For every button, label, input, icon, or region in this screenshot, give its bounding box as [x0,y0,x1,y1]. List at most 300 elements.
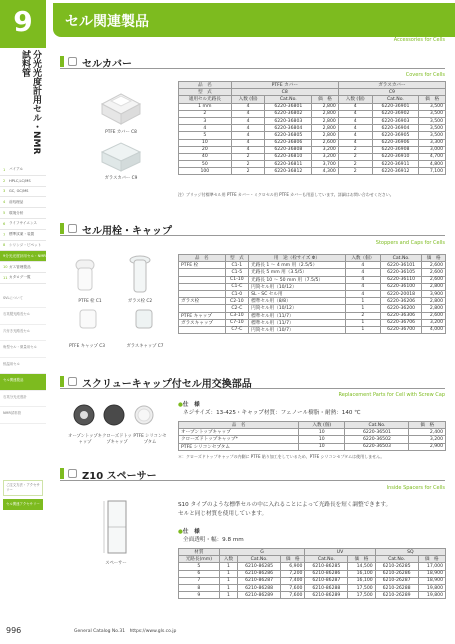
section-title: Z10 スペーサー [82,471,157,482]
table-cell: 6220-36801 [265,103,312,110]
page-title-en: Accessories for Cells [393,37,445,43]
table-row [179,319,446,326]
table-cell: 6220-36808 [265,146,312,153]
table-cell: 7 [179,577,220,584]
table-cell: C2-C [225,305,249,312]
table-cell: 1 [219,570,237,577]
table-header: Cat.No. [265,96,312,103]
spacer-desc-1: S10 タイプのような標準セルの中に入れることによって光路長を短く調整できます。 [178,502,392,508]
table-row [179,132,446,139]
table-cell: 6210-86286 [305,570,348,577]
table-cell: 2,600 [422,269,446,276]
table-row [179,262,446,269]
table-cell: 6210-26286 [375,570,418,577]
sidebar-item-number: 6 [3,221,6,226]
table-cell: 6220-36905 [372,132,419,139]
table-cell: 7,400 [281,577,305,584]
table-cell: 6210-86289 [305,592,348,599]
sidebar-item-number: 1 [3,167,6,172]
table-cell: PTFE 栓 [179,262,226,269]
table-cell: 3,700 [312,161,339,168]
sidebar-item-2[interactable] [0,176,46,187]
sidebar-item-label: GC, GC/MS [9,189,29,194]
glass-cover-image [96,138,146,176]
stopper-images [64,248,174,333]
sidebar-item-number: 4 [3,200,6,205]
table-cell: 17,500 [348,584,375,591]
table-cell [179,269,226,276]
table-cell: 40 [179,153,232,160]
sidebar-item-number: 5 [3,211,6,216]
table-cell: 6220-36503 [345,443,409,450]
table-cell: 円筒セル用（10/12） [249,283,346,290]
table-cell: C2-10 [225,298,249,305]
table-cell: 6210-26287 [375,577,418,584]
sidebar-item-10[interactable] [0,262,46,273]
table-cell: 6220-36811 [265,161,312,168]
sidebar-item-label: カタログ一覧 [9,275,31,280]
screwcap-table [178,421,446,451]
table-cell: 2,800 [312,110,339,117]
table-cell: 100 [179,168,232,175]
table-row [179,577,446,584]
table-header: 品 名 [179,82,232,89]
spacer-desc-2: セルと同じ材質を使用しています。 [178,511,268,517]
table-cell: 4 [345,262,380,269]
table-cell: 6220-36802 [265,110,312,117]
sidebar-item-11[interactable] [0,273,46,284]
table-row [179,429,446,436]
table-header: 価 格 [312,96,339,103]
caption-c2: ガラス栓 C2 [127,299,153,304]
table-cell: 19,800 [418,584,445,591]
table-cell: 6220-36812 [265,168,312,175]
table-cell: 50 [179,161,232,168]
table-cell: 3,500 [419,117,446,124]
table-cell: 光路長 10 ～ 50 mm 用（7.5/5） [249,276,346,283]
table-row [179,269,446,276]
table-cell: 4 [345,276,380,283]
caption-c3: PTFE キャップ C3 [68,344,106,349]
sidebar-sub-item[interactable]: 石英分光光度計 [0,391,46,408]
table-cell: 4 [338,110,372,117]
sidebar-item-label: 分光光度計用セル・NMR試料管 [5,253,57,258]
table-cell: 4 [231,132,265,139]
table-cell: 6220-36901 [372,103,419,110]
table-cell: 4 [179,125,232,132]
table-cell: 6220-36100 [380,283,421,290]
table-row [179,103,446,110]
table-row [179,305,446,312]
table-cell: 7,600 [281,592,305,599]
table-cell: 14,500 [348,563,375,570]
table-cell: 4 [231,139,265,146]
table-row [179,110,446,117]
sidebar-item-label: シリンジ・ピペット [9,242,42,247]
table-row [179,283,446,290]
table-header: Cat.No. [380,255,421,262]
table-cell: 3,500 [419,110,446,117]
section-title: セルカバー [82,59,132,70]
section-en: Inside Spacers for Cells [386,485,445,491]
table-header: 入数 (個) [231,96,265,103]
table-cell: 3 [179,117,232,124]
table-cell: 6220-36803 [265,117,312,124]
table-cell: C1-1 [225,262,249,269]
sidebar-item-number: 11 [3,275,8,280]
caption-c8: PTFE カバー C8 [105,130,137,135]
table-header: C9 [338,89,445,96]
table-cell: 1 [219,592,237,599]
sidebar [0,0,57,644]
table-header: 価 格 [422,255,446,262]
table-cell: 6220-36810 [265,153,312,160]
chapter-title: 分光光度計用セル・NMR試料管 [20,50,41,155]
table-cell: 6220-36110 [380,276,421,283]
table-cell: 6,900 [281,563,305,570]
table-cell: 2 [231,153,265,160]
table-cell: PTFE シリコンセプタム [179,443,299,450]
table-row [179,125,446,132]
table-header: Cat.No. [372,96,419,103]
table-header: 価 格 [409,422,446,429]
caption-c7: ガラスキャップ C7 [126,344,164,349]
table-row [179,168,446,175]
table-cell: 6 [179,570,220,577]
table-row [179,139,446,146]
table-cell: 2 [338,168,372,175]
table-cell: ガラス栓 [179,298,226,305]
table-cell [179,283,226,290]
table-cell: 標準セル用（11/7） [249,319,346,326]
table-header: 品 名 [179,422,299,429]
table-cell: 6220-36804 [265,125,312,132]
table-cell: 2,800 [422,298,446,305]
table-cell: 1 [345,298,380,305]
table-cell: 7,100 [419,168,446,175]
table-cell: 4,700 [419,153,446,160]
table-cell: 6210-86288 [305,584,348,591]
table-cell: 7,200 [281,570,305,577]
table-cell: 6220-36706 [380,319,421,326]
table-cell: 2,600 [312,139,339,146]
table-cell: 6220-36912 [372,168,419,175]
caption-spacer: スペーサー [105,561,127,566]
section-en: Covers for Cells [405,72,445,78]
stopper-table [178,254,446,334]
page-title: セル関連製品 [65,14,149,30]
table-cell: C7-C [225,326,249,333]
table-header: 適用セル光路長 [179,96,232,103]
section-title: スクリューキャップ付セル用交換部品 [82,379,252,390]
section-title: セル用栓・キャップ [82,226,172,237]
table-row [179,161,446,168]
table-header: 型 式 [179,89,232,96]
table-cell: 1 [219,584,237,591]
table-header: 材質 [179,549,220,556]
table-cell: 6220-36910 [372,153,419,160]
table-cell: 6220-36306 [380,312,421,319]
table-cell: 6220-36805 [265,132,312,139]
sidebar-item-label: ライフサイエンス [9,221,38,226]
sidebar-link[interactable]: セル関連アクセサリー [3,499,43,510]
table-cell: 2,800 [422,283,446,290]
caption-open: オープントップキャップ [68,434,102,445]
table-cell [179,290,226,297]
table-cell: 3,200 [422,319,446,326]
table-cell: 2,800 [312,117,339,124]
caption-closed: クローズドトップキャップ [102,434,132,445]
table-header: 光路長(mm) [179,556,220,563]
table-cell: SL・SC セル用 [249,290,346,297]
table-cell: 6220-36906 [372,139,419,146]
sidebar-item-number: 3 [3,189,6,194]
table-cell: 1 [219,563,237,570]
caption-septum: PTFE シリコンセプタム [133,434,167,445]
table-cell: 6210-86285 [305,563,348,570]
table-cell: 4 [338,117,372,124]
table-cell: 6220-36105 [380,269,421,276]
caption-c1: PTFE 栓 C1 [78,299,102,304]
table-cell: 2 [345,312,380,319]
table-cell: ガラスキャップ [179,319,226,326]
table-cell: 3,200 [312,146,339,153]
sidebar-item-label: ガス管理製品 [9,264,31,269]
table-cell: 2 [338,153,372,160]
table-cell: C1-0 [225,290,249,297]
table-cell: 光路長 5 mm 用（3.5/5） [249,269,346,276]
table-header: C8 [231,89,338,96]
sidebar-item-number: 10 [3,265,8,270]
table-cell: 1 mm [179,103,232,110]
section-en: Replacement Parts for Cell with Screw Cap [338,392,445,398]
table-cell: 9 [179,592,220,599]
table-row [179,276,446,283]
table-cell: 2,900 [409,443,446,450]
table-cell: 6210-86287 [305,577,348,584]
table-cell: 17,000 [418,563,445,570]
table-header: Cat.No. [375,556,418,563]
table-row [179,298,446,305]
table-cell: C7-10 [225,319,249,326]
table-cell: 6220-36904 [372,125,419,132]
table-cell: 光路長 1 ～ 4 mm 用（2.5/5） [249,262,346,269]
table-cell: 6220-36911 [372,161,419,168]
table-cell: 6210-86289 [238,592,281,599]
sidebar-item-label: 標準試薬・装置 [9,232,35,237]
sidebar-sub-item[interactable]: 石英製光路長セル [0,308,46,325]
table-cell: 6220-36501 [345,429,409,436]
table-header: SQ [375,549,445,556]
spacer-spec: 全面透明・幅：9.8 mm [183,537,244,543]
caption-c9: ガラスカバー C9 [104,176,138,181]
table-header: UV [305,549,375,556]
sidebar-item-6[interactable] [0,219,46,230]
table-cell: 6220-20018 [380,290,421,297]
table-row [179,563,446,570]
table-cell: 6220-36206 [380,298,421,305]
screwcap-spec: ネジサイズ：13-425・キャップ材質：フェノール樹脂・耐熱：140 ℃ [183,410,361,416]
table-cell: C1-5 [225,269,249,276]
sidebar-item-label: 前処理品 [9,199,24,204]
table-cell: 7,600 [281,584,305,591]
sidebar-item-7[interactable] [0,230,46,241]
sidebar-sub-item[interactable]: 穴付き光路長セル [0,325,46,342]
sidebar-link[interactable]: ご注文方法・アクセサリー [3,480,43,496]
sidebar-item-number: 8 [3,243,6,248]
sidebar-item-label: HPLC,LC/MS [9,178,31,183]
sidebar-item-4[interactable] [0,197,46,208]
table-cell: 2,800 [312,103,339,110]
table-header: 入数（個） [345,255,380,262]
screwcap-note: ＊：クローズドトップキャップの内側に PTFE 貼り加工をしているため、PTFE シリコンセプタムは使用しません。 [178,454,385,459]
table-row [179,570,446,577]
sidebar-item-number: 9 [3,254,6,259]
table-cell: 16,100 [348,570,375,577]
table-cell: 2 [338,146,372,153]
sidebar-sub-item[interactable]: 角型セル・微量用セル [0,341,46,358]
chapter-nav [0,165,57,424]
table-cell: 6210-86286 [238,570,281,577]
table-cell: 2 [231,168,265,175]
table-cell: 4 [338,125,372,132]
chapter-number: 9 [0,0,46,48]
table-header: Cat.No. [238,556,281,563]
table-cell: 4 [345,283,380,290]
sidebar-item-label: バイアル [9,167,24,172]
page-header [53,3,455,37]
catalog-info: General Catalog No.31 https://www.gls.co.jp [74,629,177,634]
footer [0,622,455,644]
table-cell: 4,000 [422,326,446,333]
table-cell: 6220-36502 [345,436,409,443]
table-cell: 6210-86288 [238,584,281,591]
sidebar-item-5[interactable] [0,208,46,219]
table-cell: 4 [231,117,265,124]
table-cell: 円筒セル用（10/12） [249,305,346,312]
table-row [179,312,446,319]
table-header: Cat.No. [305,556,348,563]
table-row [179,290,446,297]
table-header: 価 格 [419,96,446,103]
table-cell: 1 [345,319,380,326]
table-cell: 3,500 [419,132,446,139]
table-cell: 2 [179,110,232,117]
table-row [179,146,446,153]
sidebar-item-1[interactable] [0,165,46,176]
table-cell: 6210-26289 [375,592,418,599]
cover-table [178,81,446,175]
table-cell: 6220-36806 [265,139,312,146]
sidebar-sub-item[interactable]: SVLについて [0,292,46,309]
table-cell: 6210-26288 [375,584,418,591]
table-cell [179,326,226,333]
table-cell: 19,800 [418,592,445,599]
table-row [179,443,446,450]
table-cell: 2 [338,161,372,168]
table-cell: 6220-36908 [372,146,419,153]
table-row [179,153,446,160]
table-cell: 4 [231,103,265,110]
table-cell: C1-10 [225,276,249,283]
table-cell: 18,900 [418,577,445,584]
screwcap-spec-heading: ●仕 様 [178,402,200,408]
table-header: Cat.No. [345,422,409,429]
table-cell: 3,300 [419,139,446,146]
table-cell: 2 [231,161,265,168]
table-row [179,326,446,333]
sidebar-sub-item[interactable]: 恒温用セル [0,358,46,375]
table-cell: 4 [338,132,372,139]
table-cell: 1 [219,577,237,584]
table-row [179,117,446,124]
table-cell: 1 [345,326,380,333]
table-cell: 1 [345,305,380,312]
table-cell: 6210-86287 [238,577,281,584]
sidebar-item-number: 7 [3,232,6,237]
spacer-image [94,497,144,559]
table-cell: 3,500 [419,103,446,110]
table-cell: 5 [179,563,220,570]
table-cell: 6220-36700 [380,326,421,333]
table-cell: 2,400 [409,429,446,436]
table-row [179,584,446,591]
table-cell: 2,800 [422,305,446,312]
table-cell: 2,600 [422,276,446,283]
sidebar-sub-item[interactable]: NMR試料管 [0,407,46,424]
table-header: ガラスカバー [338,82,445,89]
table-cell: 3,200 [312,153,339,160]
table-cell: 6220-36200 [380,305,421,312]
table-header: 入数 (個) [338,96,372,103]
table-cell: 10 [299,429,345,436]
table-header: 品 名 [179,255,226,262]
table-header: PTFE カバー [231,82,338,89]
table-cell: 2,600 [422,312,446,319]
table-cell: 4 [338,139,372,146]
sidebar-item-3[interactable] [0,187,46,198]
table-cell: クローズドトップキャップ* [179,436,299,443]
table-cell: 標準セル用（8/8） [249,298,346,305]
table-cell: 10 [179,139,232,146]
table-cell: 20 [179,146,232,153]
table-cell: 4,800 [419,161,446,168]
sidebar-sub-item[interactable]: セル関連製品 [0,374,46,391]
sidebar-item-8[interactable] [0,241,46,252]
spacer-spec-heading: ●仕 様 [178,529,200,535]
section-cover-header [60,55,445,69]
table-cell: 3,900 [422,290,446,297]
table-cell: 4 [231,110,265,117]
table-header: G [219,549,305,556]
sidebar-item-9[interactable] [0,251,57,262]
table-header: 価 格 [418,556,445,563]
table-header: 入数 (個) [299,422,345,429]
sidebar-bottom [3,480,43,513]
table-cell: 標準セル用（11/7） [249,312,346,319]
table-cell: C3-10 [225,312,249,319]
table-header: 価 格 [348,556,375,563]
table-cell: 16,100 [348,577,375,584]
section-spacer-header [60,467,445,481]
table-cell: 10 [299,443,345,450]
table-cell: 6210-86285 [238,563,281,570]
table-cell: 円筒セル用（10/7） [249,326,346,333]
table-row [179,592,446,599]
sidebar-item-number: 2 [3,178,6,183]
ptfe-cover-image [96,86,146,130]
table-cell: オープントップキャップ [179,429,299,436]
